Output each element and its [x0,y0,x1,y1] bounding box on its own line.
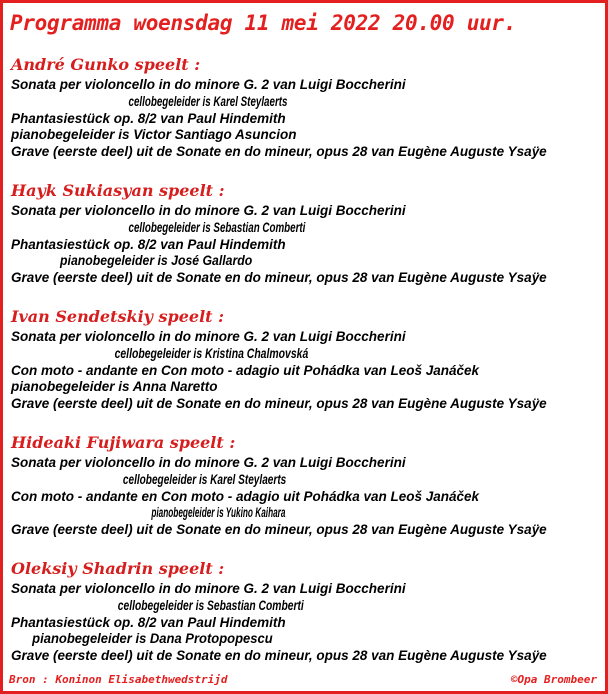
program-line: Sonata per violoncello in do minore G. 2 van Luigi Boccherini [11,203,406,218]
program-line: pianobegeleider is José Gallardo [60,253,253,269]
program-line: Phantasiestück op. 8/2 van Paul Hindemith [11,110,286,126]
performer-name: Hideaki Fujiwara speelt : [11,433,236,452]
page-title: Programma woensdag 11 mei 2022 20.00 uur. [10,11,517,35]
program-line: Sonata per violoncello in do minore G. 2 van Luigi Boccherini [11,77,406,92]
program-line: cellobegeleider is Karel Steylaerts [128,93,288,109]
program-line: pianobegeleider is Yukino Kaihara [151,505,286,521]
program-line: Con moto - andante en Con moto - adagio uit Pohádka van Leoš Janáček [11,488,480,504]
program-line: Phantasiestück op. 8/2 van Paul Hindemith [11,614,286,630]
performer-section [11,305,601,431]
program-line: pianobegeleider is Anna Naretto [11,379,218,395]
program-line: cellobegeleider is Karel Steylaerts [122,471,287,487]
performer-name: Ivan Sendetskiy speelt : [11,307,225,326]
performer-section [11,557,601,683]
program-line: Grave (eerste deel) uit de Sonate en do mineur, opus 28 van Eugène Auguste Ysaÿe [11,522,547,538]
program-line: Grave (eerste deel) uit de Sonate en do mineur, opus 28 van Eugène Auguste Ysaÿe [11,270,547,286]
program-line: cellobegeleider is Kristina Chalmovská [114,345,309,361]
program-line: Grave (eerste deel) uit de Sonate en do mineur, opus 28 van Eugène Auguste Ysaÿe [11,144,547,160]
program-line: Sonata per violoncello in do minore G. 2 van Luigi Boccherini [11,455,406,470]
program-line: pianobegeleider is Victor Santiago Asuncion [11,127,297,143]
program-line: Grave (eerste deel) uit de Sonate en do mineur, opus 28 van Eugène Auguste Ysaÿe [11,648,547,664]
performer-section [11,53,601,179]
program-line: pianobegeleider is Dana Protopopescu [32,631,273,647]
program-line: cellobegeleider is Sebastian Comberti [128,219,306,235]
performer-name: André Gunko speelt : [11,55,201,74]
program-line: Sonata per violoncello in do minore G. 2 van Luigi Boccherini [11,329,406,344]
source-credit: Bron : Koninon Elisabethwedstrijd [9,673,228,686]
program-line: Phantasiestück op. 8/2 van Paul Hindemith [11,236,286,252]
performer-section [11,431,601,557]
performer-section [11,179,601,305]
footer [9,673,597,687]
author-credit: ©Opa Brombeer [510,673,597,686]
program-line: Sonata per violoncello in do minore G. 2 van Luigi Boccherini [11,581,406,596]
program-list [11,53,601,683]
program-line: Con moto - andante en Con moto - adagio uit Pohádka van Leoš Janáček [11,362,480,378]
performer-name: Oleksiy Shadrin speelt : [11,559,225,578]
program-line: Grave (eerste deel) uit de Sonate en do mineur, opus 28 van Eugène Auguste Ysaÿe [11,396,547,412]
program-line: cellobegeleider is Sebastian Comberti [117,597,304,613]
performer-name: Hayk Sukiasyan speelt : [11,181,225,200]
